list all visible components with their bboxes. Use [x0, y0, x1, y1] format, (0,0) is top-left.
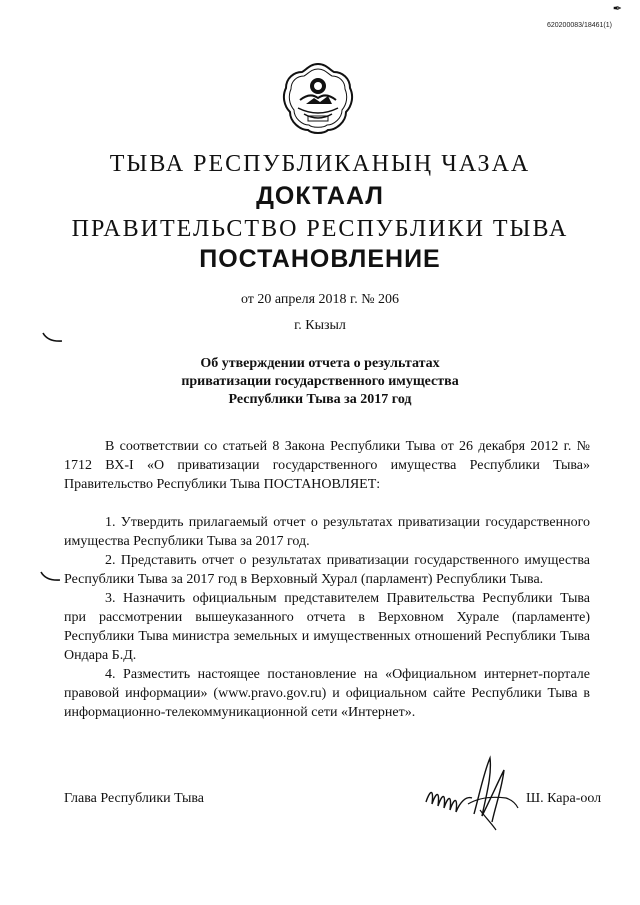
document-id: 620200083/18461(1) [546, 22, 612, 29]
city-line: г. Кызыл [294, 318, 346, 333]
subject-line: Республики Тыва за 2017 год [228, 392, 412, 407]
item-3-paragraph: 3. Назначить официальным представителем Правительства Республики Тыва при рассмотрении вышеуказанного отчета в Верховном Хурале (парламенте) Республики Тыва министра земельных и имущественных отношений Республики Тыва Ондара Б.Д. [64, 591, 590, 663]
subject-line: приватизации государственного имущества [181, 374, 459, 389]
signatory-position: Глава Республики Тыва [64, 791, 205, 806]
title-russian: ПРАВИТЕЛЬСТВО РЕСПУБЛИКИ ТЫВА [71, 216, 569, 242]
doc-type-tyva: ДОКТААЛ [256, 182, 384, 210]
document-subject [0, 355, 640, 409]
item-4-paragraph: 4. Разместить настоящее постановление на «Официальном интернет-портале правовой информации» (www.pravo.gov.ru) и официальном сайте Республики Тыва в информационно-телекоммуникационной сети «Интернет». [64, 667, 590, 720]
intro-paragraph: В соответствии со статьей 8 Закона Республики Тыва от 26 декабря 2012 г. № 1712 ВХ-I «О приватизации государственного имущества Республики Тыва» Правительство Республики Тыва ПОСТАНОВЛЯЕТ: [64, 439, 590, 492]
item-1-paragraph: 1. Утвердить прилагаемый отчет о результатах приватизации государственного имущества Республики Тыва за 2017 год. [64, 515, 590, 549]
title-tyva: ТЫВА РЕСПУБЛИКАНЫҢ ЧАЗАА [109, 151, 531, 177]
scan-corner-mark: ✒ [612, 3, 622, 15]
item-2-paragraph: 2. Представить отчет о результатах приватизации государственного имущества Республики Тыва за 2017 год в Верховный Хурал (парламент) Республики Тыва. [64, 553, 590, 587]
margin-mark-icon [42, 332, 64, 344]
subject-line: Об утверждении отчета о результатах [200, 356, 440, 371]
signature-icon [420, 752, 524, 834]
signatory-name: Ш. Кара-оол [526, 791, 602, 806]
coat-of-arms-icon [280, 60, 356, 136]
doc-type-russian: ПОСТАНОВЛЕНИЕ [199, 245, 441, 273]
margin-mark-icon [40, 571, 62, 583]
date-number-line: от 20 апреля 2018 г. № 206 [240, 292, 400, 307]
document-body [64, 437, 590, 722]
